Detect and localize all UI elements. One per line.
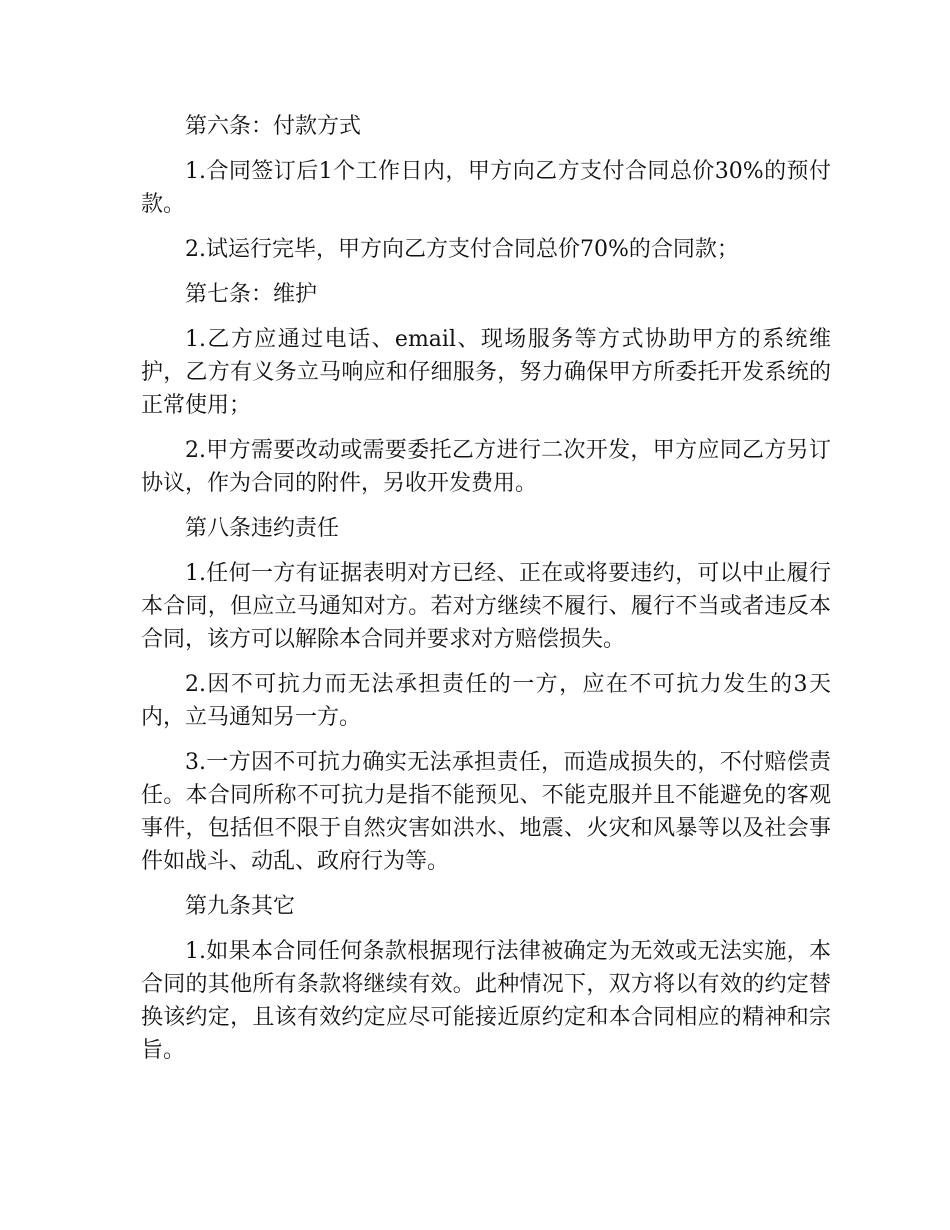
section-heading: 第六条：付款方式 xyxy=(185,114,362,139)
paragraph: 1.合同签订后1个工作日内，甲方向乙方支付合同总价30%的预付款。 xyxy=(141,159,831,217)
paragraph: 1.任何一方有证据表明对方已经、正在或将要违约，可以中止履行本合同，但应立马通知对方。若对方继续不履行、履行不当或者违反本合同，该方可以解除本合同并要求对方赔偿损失。 xyxy=(141,561,831,652)
paragraph: 2.试运行完毕，甲方向乙方支付合同总价70%的合同款； xyxy=(185,237,739,262)
document-body xyxy=(141,110,831,1079)
paragraph: 2.甲方需要改动或需要委托乙方进行二次开发，甲方应同乙方另订协议，作为合同的附件，另收开发费用。 xyxy=(141,438,831,496)
section-heading: 第七条：维护 xyxy=(185,282,318,307)
paragraph: 3.一方因不可抗力确实无法承担责任，而造成损失的，不付赔偿责任。本合同所称不可抗力是指不能预见、不能克服并且不能避免的客观事件，包括但不限于自然灾害如洪水、地震、火灾和风暴等以及社会事件如战斗、动乱、政府行为等。 xyxy=(141,750,831,874)
paragraph: 1.如果本合同任何条款根据现行法律被确定为无效或无法实施，本合同的其他所有条款将继续有效。此种情况下，双方将以有效的约定替换该约定，且该有效约定应尽可能接近原约定和本合同相应的精神和宗旨。 xyxy=(141,939,831,1063)
section-heading: 第九条其它 xyxy=(185,894,296,919)
section-heading: 第八条违约责任 xyxy=(185,516,340,541)
paragraph: 1.乙方应通过电话、email、现场服务等方式协助甲方的系统维护，乙方有义务立马响应和仔细服务，努力确保甲方所委托开发系统的正常使用； xyxy=(141,327,831,418)
paragraph: 2.因不可抗力而无法承担责任的一方，应在不可抗力发生的3天内，立马通知另一方。 xyxy=(141,672,831,730)
